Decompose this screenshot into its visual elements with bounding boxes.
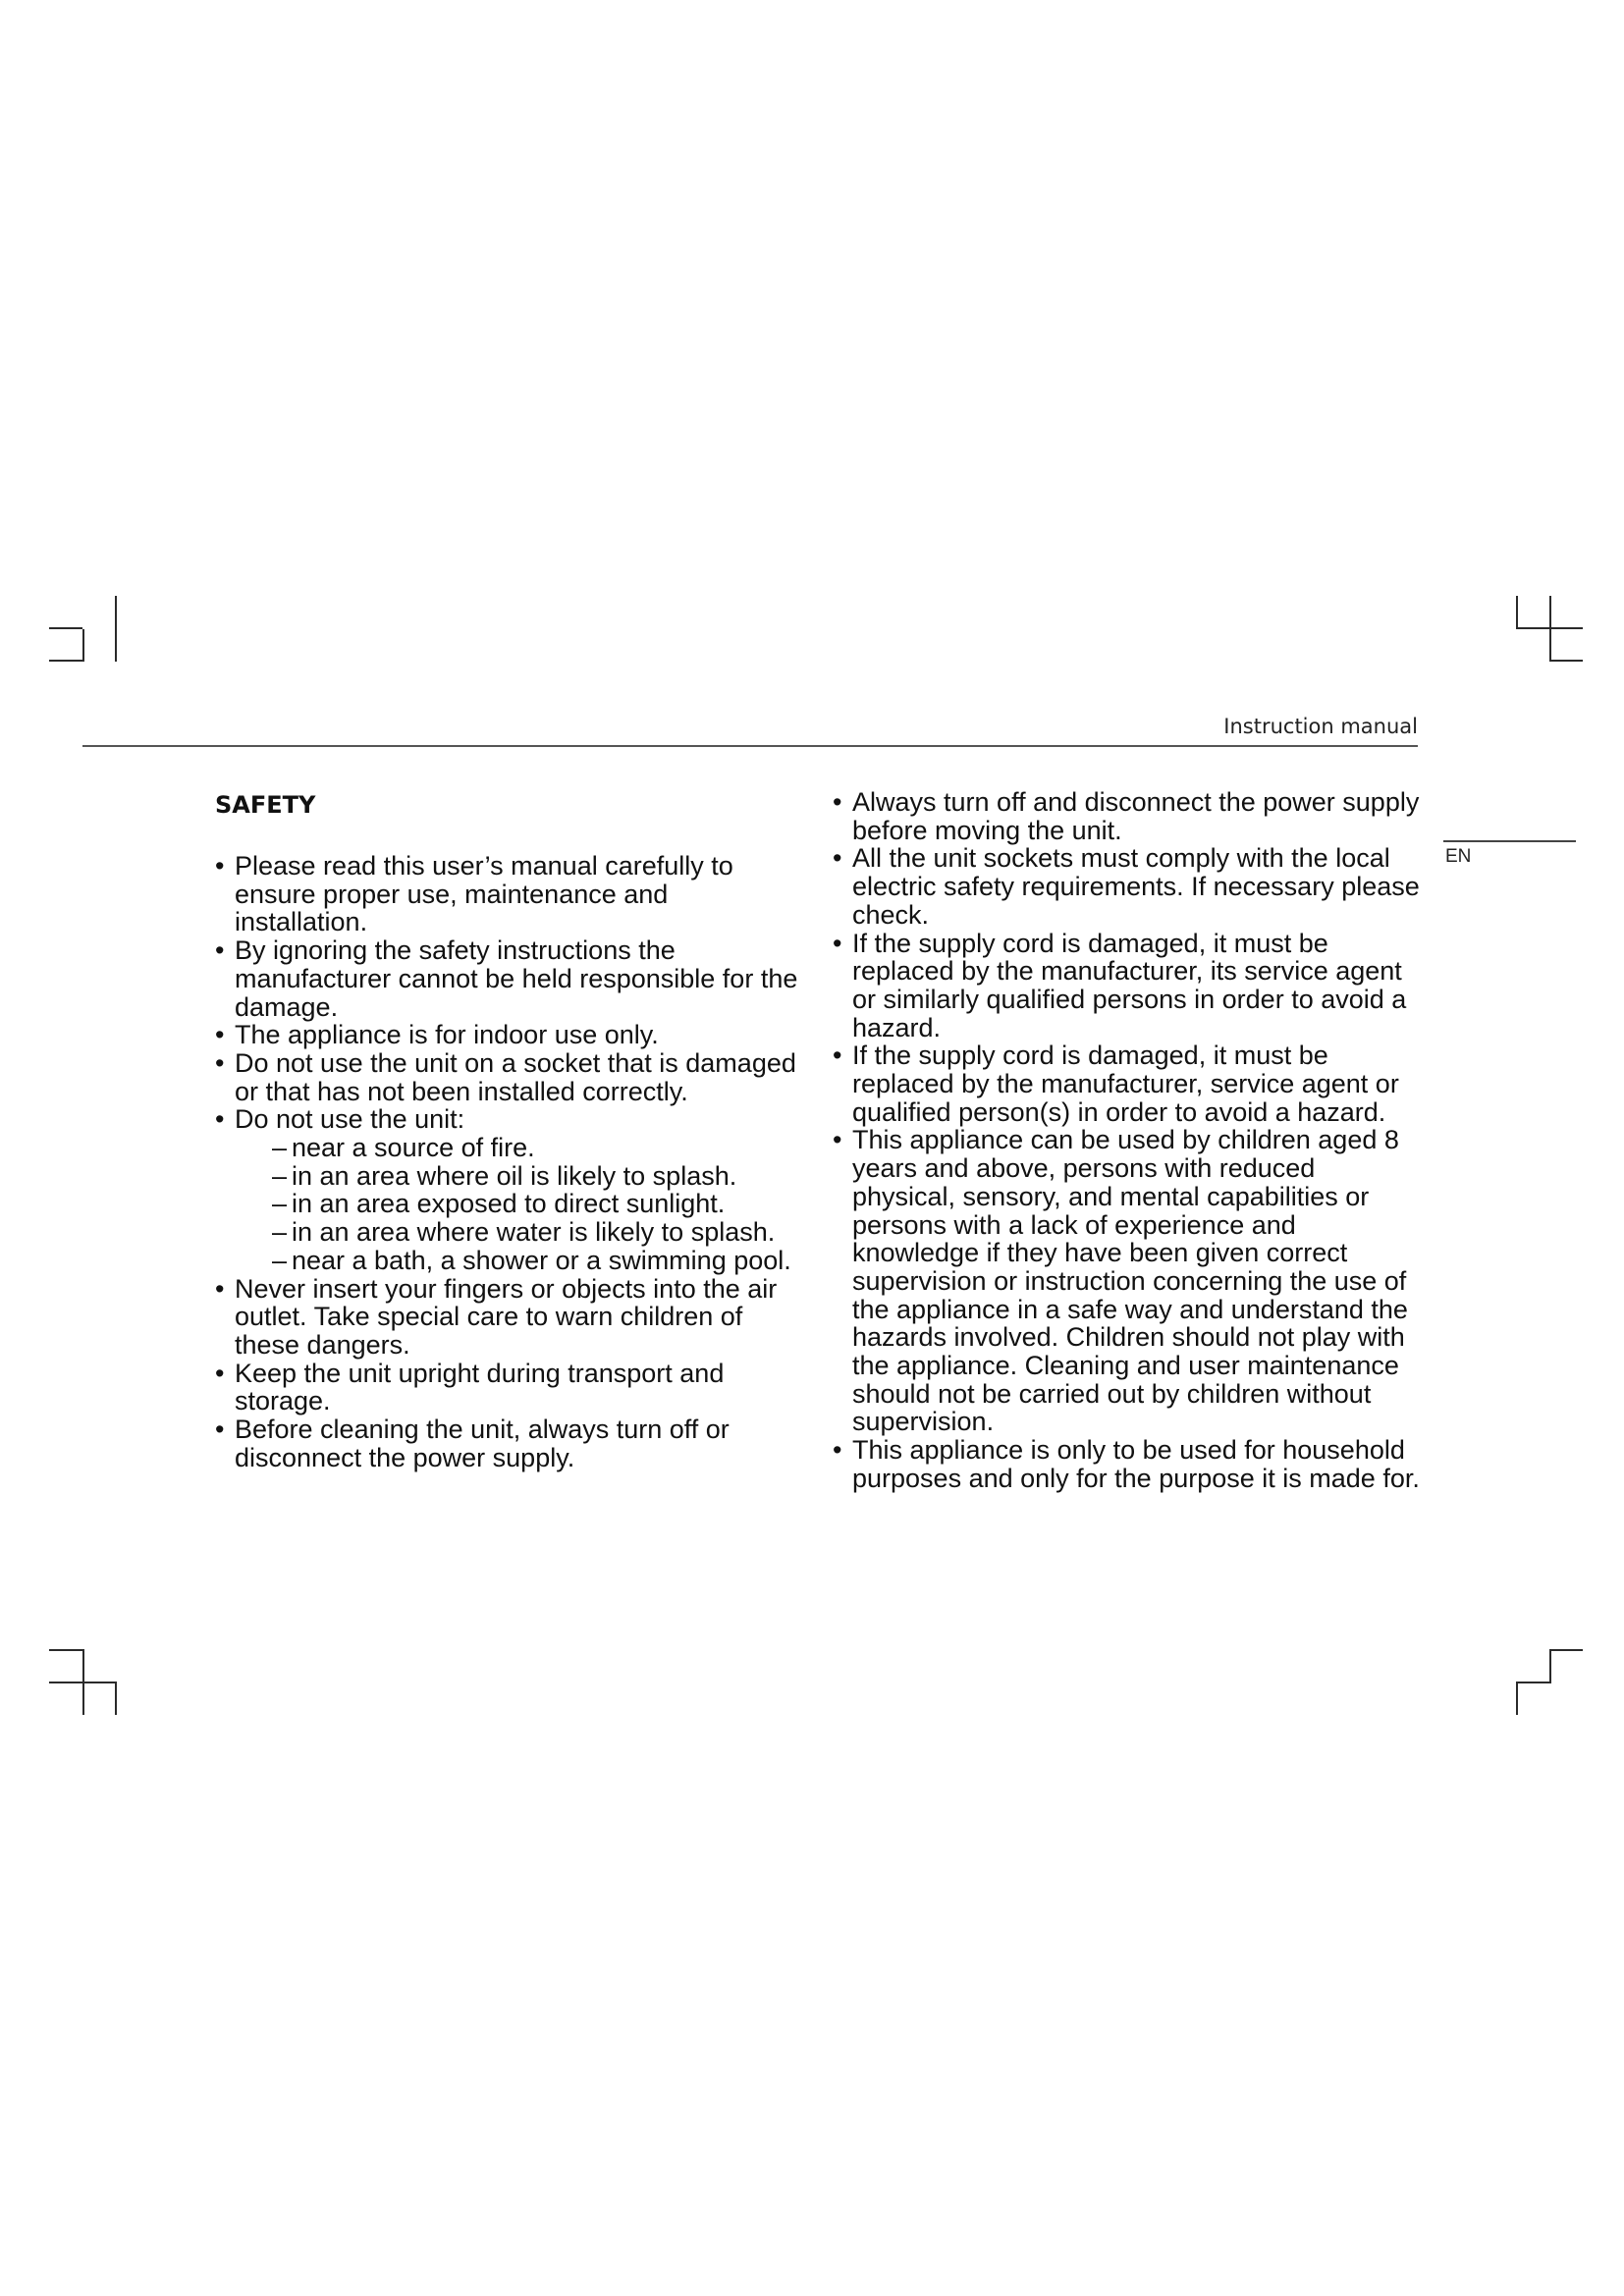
list-item: • Keep the unit upright during transport and storage.	[215, 1360, 804, 1415]
crop-mark-top-left	[49, 627, 82, 629]
list-item: • Never insert your fingers or objects into the air outlet. Take special care to warn children of these dangers.	[215, 1275, 804, 1360]
sub-list	[235, 1134, 804, 1275]
crop-mark-bottom-right	[1549, 1649, 1583, 1651]
crop-mark-bottom-left	[49, 1682, 116, 1683]
crop-mark-bottom-right	[1516, 1682, 1518, 1715]
crop-mark-top-left	[82, 629, 84, 662]
language-tab-rule	[1443, 840, 1576, 842]
section-heading: SAFETY	[215, 791, 316, 819]
sub-list-item: – in an area exposed to direct sunlight.	[272, 1189, 726, 1219]
list-item: • Do not use the unit on a socket that is damaged or that has not been installed correctly.	[215, 1049, 804, 1105]
header-rule	[82, 745, 1418, 747]
crop-mark-bottom-right	[1516, 1682, 1551, 1683]
crop-mark-top-right	[1516, 596, 1518, 628]
sub-list-item: – in an area where oil is likely to splash.	[272, 1160, 737, 1191]
crop-mark-top-right	[1549, 660, 1583, 662]
crop-mark-top-left	[49, 660, 82, 662]
list-item: • This appliance is only to be used for household purposes and only for the purpose it is made for.	[833, 1436, 1422, 1492]
list-item: • If the supply cord is damaged, it must be replaced by the manufacturer, its service agent or similarly qualified persons in order to avoid a hazard.	[833, 930, 1422, 1042]
right-column	[833, 788, 1422, 1493]
safety-list-left	[215, 852, 804, 1471]
header-title: Instruction manual	[1223, 715, 1418, 738]
list-item: • Always turn off and disconnect the power supply before moving the unit.	[833, 788, 1422, 844]
sub-list-item: – in an area where water is likely to splash.	[272, 1217, 776, 1248]
sub-list-item: – near a bath, a shower or a swimming pool.	[272, 1245, 791, 1275]
left-column	[215, 788, 804, 1471]
list-item: • This appliance can be used by children aged 8 years and above, persons with reduced physical, sensory, and mental capabilities or persons with a lack of experience and knowledge if they have been given correct supervision or instruction concerning the use of the appliance in a safe way and understand the hazards involved. Children should not play with the appliance. Cleaning and user maintenance should not be carried out by children without supervision.	[833, 1126, 1422, 1436]
crop-mark-bottom-right	[1549, 1649, 1551, 1682]
list-item: • If the supply cord is damaged, it must be replaced by the manufacturer, service agent or qualified person(s) in order to avoid a hazard.	[833, 1041, 1422, 1126]
safety-list-right	[833, 788, 1422, 1493]
list-item: • By ignoring the safety instructions the manufacturer cannot be held responsible for the damage.	[215, 936, 804, 1021]
list-item: • Do not use the unit: – near a source of fire. – in an area where oil is likely to splash. – in an area exposed to direct sunlight. – in an area where water is likely to splash. – near a bath, a shower or a swimming pool.	[215, 1105, 804, 1274]
crop-mark-top-right	[1549, 596, 1551, 662]
list-item: • All the unit sockets must comply with the local electric safety requirements. If necessary please check.	[833, 844, 1422, 929]
language-tag: EN	[1445, 846, 1472, 867]
crop-mark-top-left	[115, 596, 117, 662]
list-item: • Please read this user’s manual carefully to ensure proper use, maintenance and installation.	[215, 852, 804, 936]
list-item: • Before cleaning the unit, always turn off or disconnect the power supply.	[215, 1415, 804, 1471]
crop-mark-bottom-left	[49, 1649, 82, 1651]
crop-mark-bottom-left	[115, 1682, 117, 1715]
list-item: • The appliance is for indoor use only.	[215, 1021, 804, 1049]
sub-list-item: – near a source of fire.	[272, 1133, 535, 1163]
